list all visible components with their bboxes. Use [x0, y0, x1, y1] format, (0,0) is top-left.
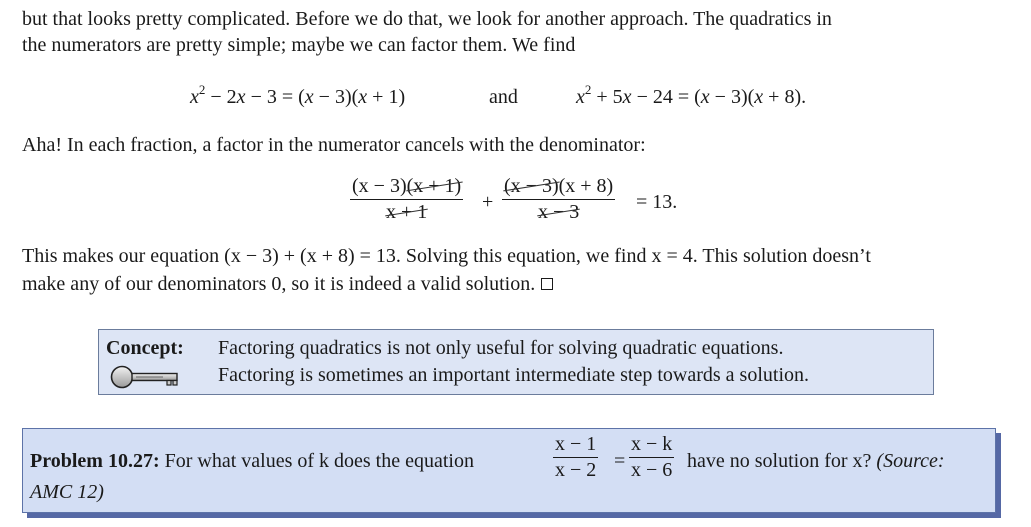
numerator-kept-factor: (x − 3)	[352, 175, 407, 197]
source-label: (Source:	[876, 450, 945, 472]
concept-line: Factoring quadratics is not only useful for solving quadratic equations.	[218, 337, 784, 359]
problem-box	[22, 428, 996, 513]
fraction-bar	[629, 457, 674, 458]
aha-sentence: Aha! In each fraction, a factor in the numerator cancels with the denominator:	[22, 134, 646, 156]
equation-rhs: = 13.	[636, 191, 678, 213]
cancelled-factor: (x − 3)	[504, 175, 559, 197]
paragraph-line: This makes our equation (x − 3) + (x + 8) = 13. Solving this equation, we find x = 4. This solution doesn’t	[22, 245, 871, 267]
problem-equals: =	[614, 450, 626, 472]
factor-equation-left: $x^2 - 2x - 3 = (x - 3)(x + 1)$	[190, 82, 406, 108]
problem-statement-end: have no solution for x? (Source:	[687, 450, 945, 472]
plus-sign: +	[482, 191, 494, 213]
key-icon	[109, 364, 189, 390]
problem-statement: Problem 10.27: For what values of k does the equation	[30, 450, 474, 472]
fraction-bar	[553, 457, 598, 458]
problem-source: AMC 12)	[30, 481, 104, 503]
problem-rhs-fraction: x − k x − 6	[631, 433, 673, 481]
problem-lhs-fraction: x − 1 x − 2	[555, 433, 597, 481]
concept-label: Concept:	[106, 337, 184, 359]
paragraph-line: make any of our denominators 0, so it is indeed a valid solution.	[22, 271, 553, 297]
connector-word: and	[489, 86, 518, 108]
numerator-kept-factor: (x + 8)	[558, 175, 614, 197]
qed-square-icon	[541, 278, 553, 290]
factor-equation-right: $x^2 + 5x - 24 = (x - 3)(x + 8)$.	[576, 82, 807, 108]
concept-box	[98, 329, 934, 395]
cancelled-factor: (x + 1)	[406, 175, 462, 197]
problem-label: Problem 10.27:	[30, 450, 160, 472]
fraction-bar	[350, 199, 463, 200]
fraction-first	[350, 175, 463, 223]
paragraph-line: but that looks pretty complicated. Before we do that, we look for another approach. The quadratics in	[22, 8, 832, 30]
cancelled-denominator: x − 3	[537, 201, 580, 223]
paragraph-line: the numerators are pretty simple; maybe we can factor them. We find	[22, 34, 576, 56]
concept-line: Factoring is sometimes an important intermediate step towards a solution.	[218, 364, 809, 386]
fraction-bar	[502, 199, 615, 200]
cancelled-denominator: x + 1	[385, 201, 428, 223]
fraction-second	[502, 175, 615, 223]
